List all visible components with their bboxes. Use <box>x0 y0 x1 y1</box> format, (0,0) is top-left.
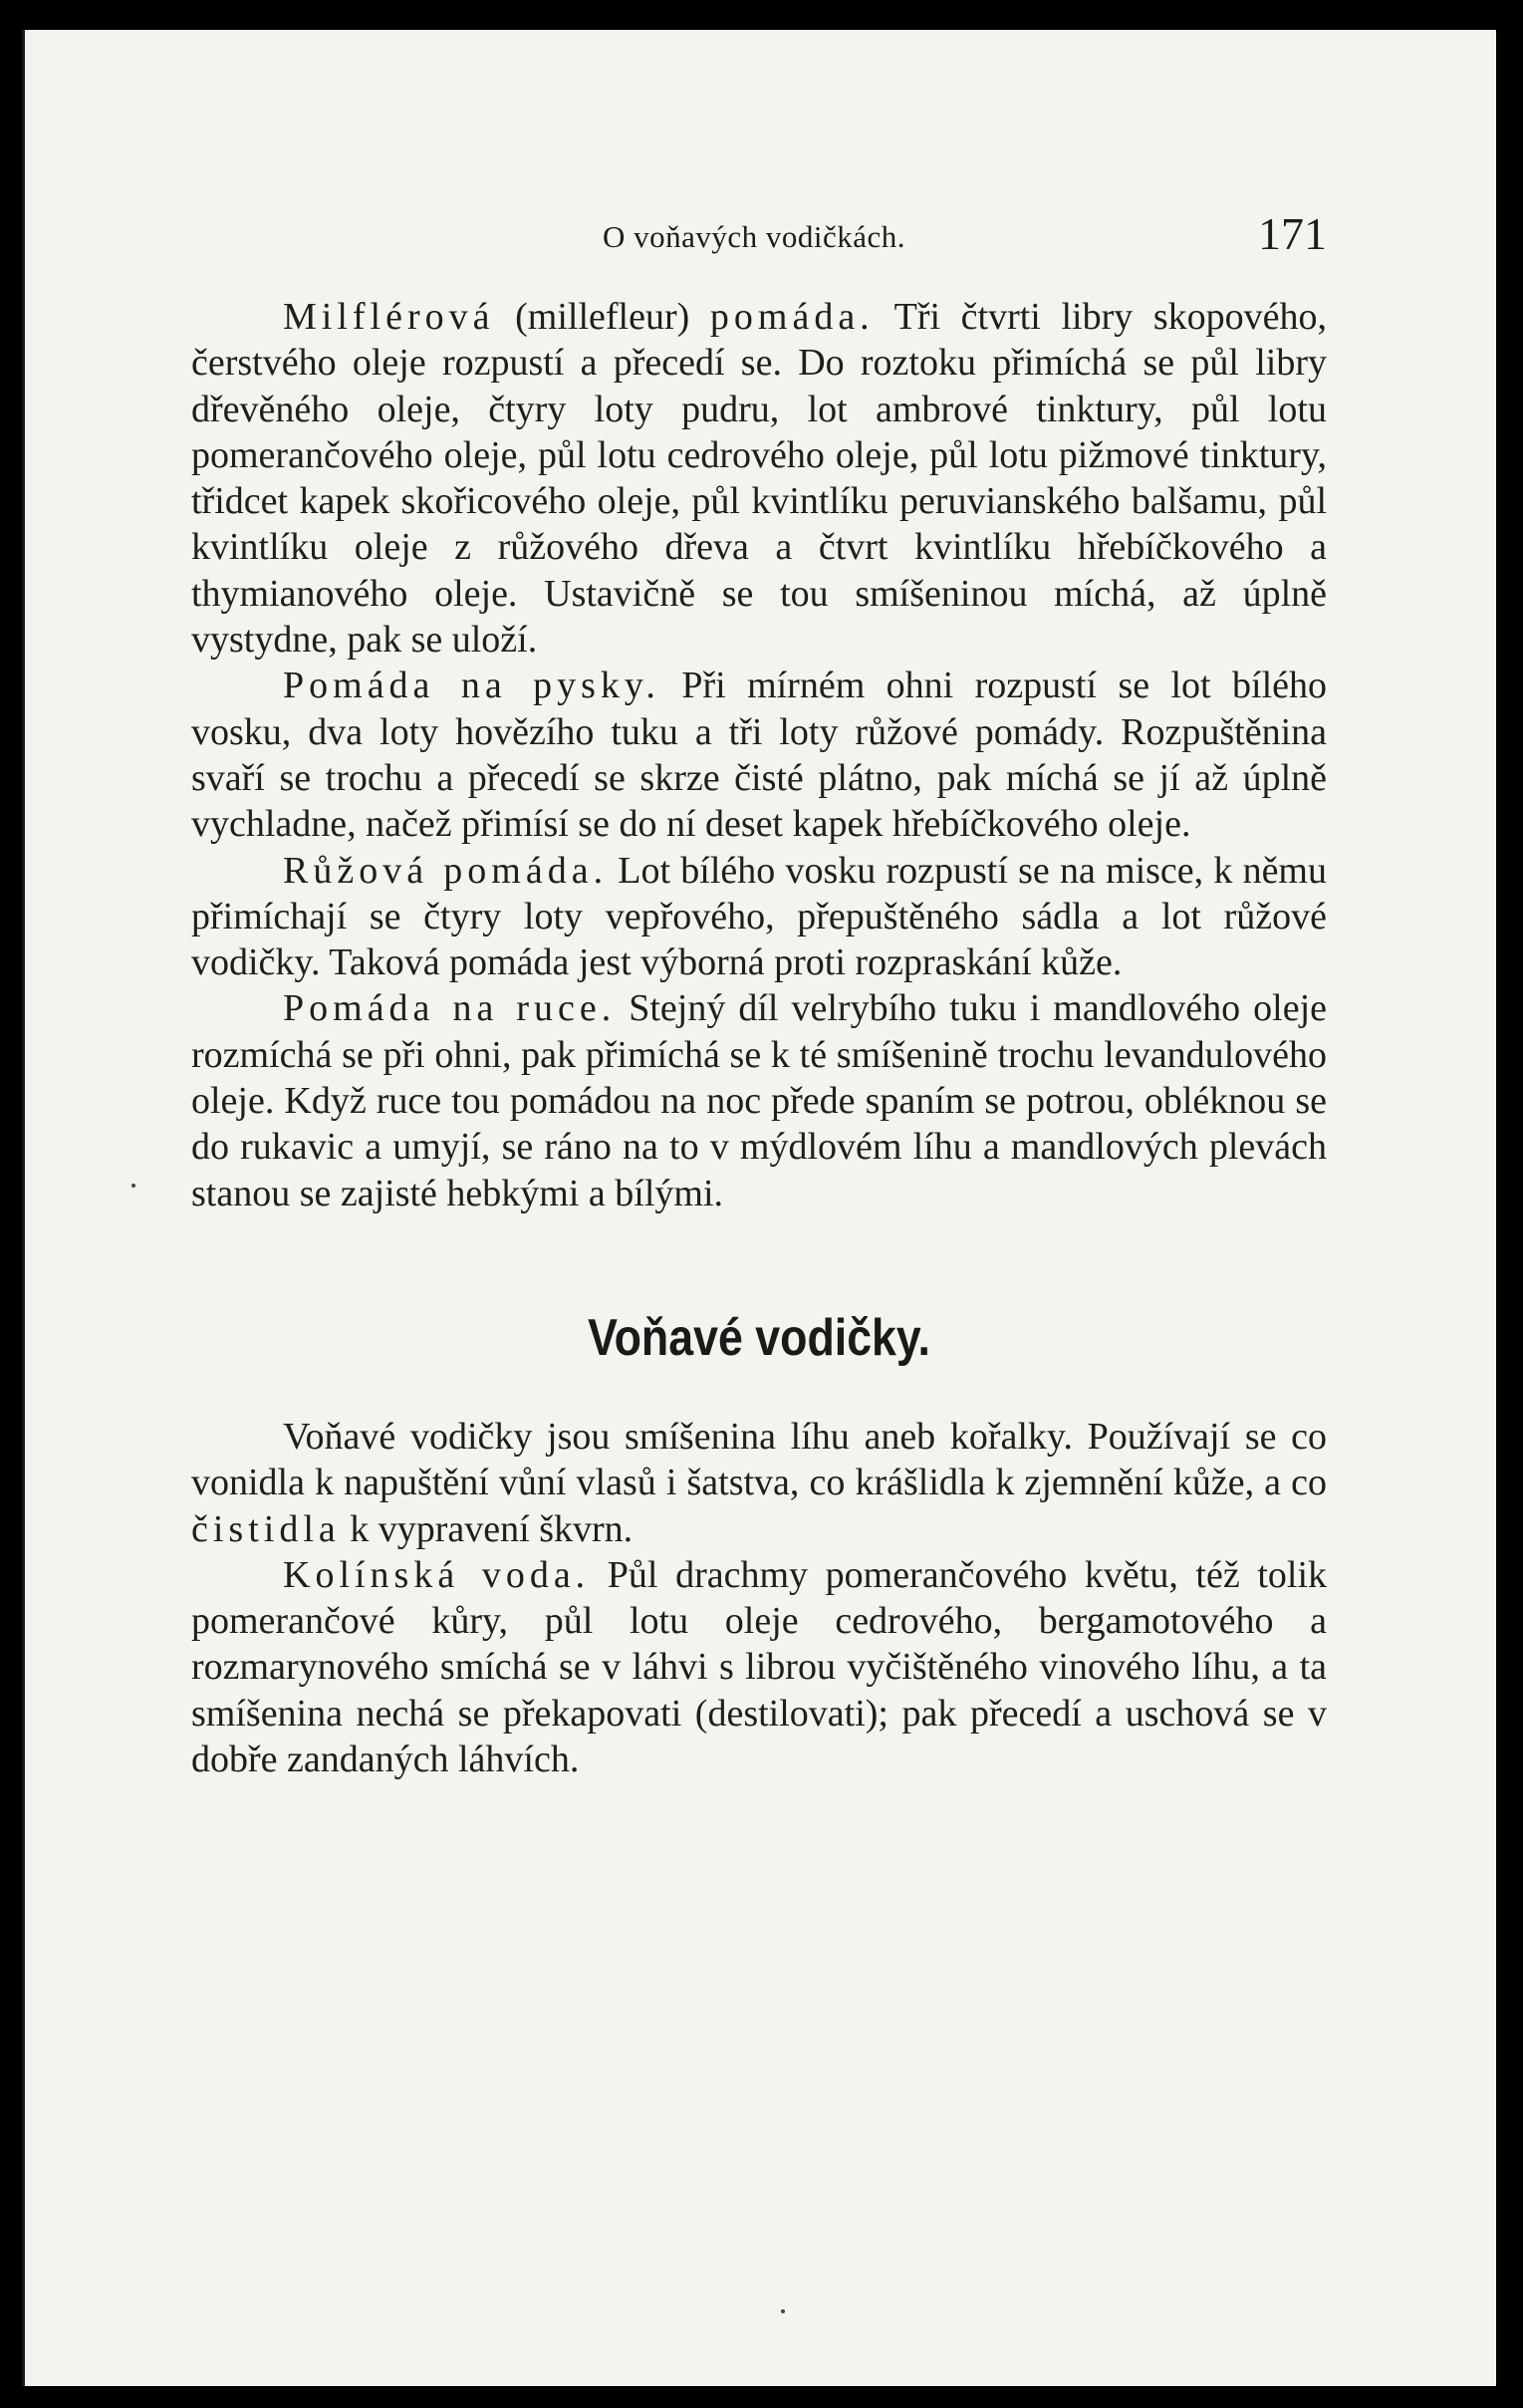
paragraph-pomada-na-ruce <box>191 985 1327 1215</box>
paragraph-intro <box>191 1414 1327 1552</box>
recipe-text: Tři čtvrti libry skopového, čerstvého oleje rozpustí a přecedí se. Do roztoku přimíchá se půl libry dřevěného oleje, čtyry loty pudru, lot ambrové tinktury, půl lotu pomerančového oleje, půl lotu cedrového oleje, půl lotu pižmové tinktury, třidcet kapek skořicového oleje, půl kvintlíku peruvianského balšamu, půl kvintlíku oleje z růžového dřeva a čtvrt kvintlíku hřebíčkového a thymianového oleje. Ustavičně se tou smíšeninou míchá, až úplně vystydne, pak se uloží. <box>191 296 1328 662</box>
page-gutter-edge <box>22 30 25 2386</box>
recipe-text: Stejný díl velrybího tuku i mandlového oleje rozmíchá se při ohni, pak přimíchá se k té smíšenině trochu levandulového oleje. Když ruce tou pomádou na noc přede spaním se potrou, obléknou se do rukavic a umyjí, se ráno na to v mýdlovém líhu a mandlových plevách stanou se zajisté hebkými a bílými. <box>191 987 1327 1214</box>
intro-spaced-word: čistidla <box>191 1507 341 1550</box>
recipe-heading: Milflérová <box>283 296 495 338</box>
paragraph-ruzova-pomada <box>191 848 1327 986</box>
recipe-heading: Pomáda na ruce. <box>283 987 617 1030</box>
recipe-heading: Růžová pomáda. <box>283 849 609 892</box>
recipe-heading-tail: pomáda. <box>709 296 875 338</box>
intro-text-end: k vypravení škvrn. <box>340 1507 634 1550</box>
paragraph-pomada-na-pysky <box>191 663 1327 847</box>
recipe-heading-note: (millefleur) <box>494 296 710 338</box>
running-title: O voňavých vodičkách. <box>603 219 906 254</box>
section-title: Voňavé vodičky. <box>588 1308 930 1367</box>
recipe-text: Půl drachmy pomerančového květu, též tolik pomerančové kůry, půl lotu oleje cedrového, bergamotového a rozmarynového smíchá se v láhvi s librou vyčištěného vinového líhu, a ta smíšenina nechá se překapovati (destilovati); pak přecedí a uschová se v dobře zandaných láhvích. <box>191 1553 1328 1781</box>
recipe-heading: Kolínská voda. <box>283 1553 591 1596</box>
recipe-text: Při mírném ohni rozpustí se lot bílého vosku, dva loty hovězího tuku a tři loty růžové pomády. Rozpuštěnina svaří se trochu a přecedí se skrze čisté plátno, pak míchá se jí až úplně vychladne, načež přimísí se do ní deset kapek hřebíčkového oleje. <box>191 665 1327 846</box>
recipe-heading: Pomáda na pysky. <box>283 665 660 707</box>
intro-text: Voňavé vodičky jsou smíšenina líhu aneb kořalky. Používají se co vonidla k napuštění vůní vlasů i šatstva, co krášlidla k zjemnění kůže, a co <box>191 1415 1327 1504</box>
paper-speck <box>131 1184 135 1188</box>
page-number: 171 <box>1258 208 1327 259</box>
book-page <box>22 30 1496 2386</box>
paper-speck <box>781 2309 785 2313</box>
page-header <box>191 199 1327 269</box>
recipe-text: Lot bílého vosku rozpustí se na misce, k němu přimíchají se čtyry loty vepřového, přepuštěného sádla a lot růžové vodičky. Taková pomáda jest výborná proti rozpraskání kůže. <box>191 849 1327 984</box>
paragraph-kolinska-voda <box>191 1552 1327 1782</box>
page-body <box>191 294 1327 1782</box>
paragraph-milflerova <box>191 294 1327 663</box>
